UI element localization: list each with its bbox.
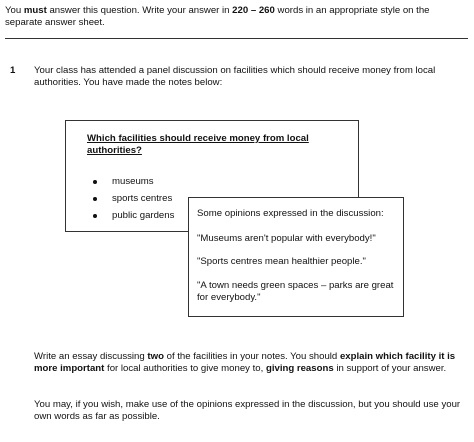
advice-text: You may, if you wish, make use of the opinions expressed in the discussion, but you should use your own words as far as possible.	[34, 399, 461, 422]
opinions-heading: Some opinions expressed in the discussion:	[197, 208, 384, 219]
notes-title: Which facilities should receive money from local authorities?	[87, 133, 309, 156]
instructions-text-2: answer this question. Write your answer in	[46, 5, 233, 16]
instructions-text-3: words in an appropriate style on the separate answer sheet.	[5, 5, 430, 28]
divider	[5, 38, 468, 39]
notes-item-label: museums	[112, 176, 154, 187]
task-emphasis-reasons: giving reasons	[265, 362, 334, 374]
notes-item	[84, 193, 174, 210]
task-emphasis-explain: explain which facility it is more important	[34, 351, 456, 374]
opinion-quote: "Museums aren't popular with everybody!"	[197, 233, 376, 244]
opinion-quote: "A town needs green spaces – parks are great for everybody."	[197, 280, 394, 303]
question-number: 1	[10, 65, 16, 76]
instructions-word-count: 220 – 260	[232, 5, 275, 16]
bullet-icon	[93, 214, 97, 218]
task-text-1: Write an essay discussing	[34, 351, 148, 362]
notes-item-label: sports centres	[112, 193, 173, 204]
task-text-4: in support of your answer.	[333, 362, 447, 374]
question-text: Your class has attended a panel discussion on facilities which should receive money from local authorities. You have made the notes below:	[34, 65, 436, 88]
instructions-emphasis-must: must	[23, 5, 47, 16]
instructions	[5, 5, 460, 28]
notes-list	[84, 176, 174, 227]
bullet-icon	[93, 180, 97, 184]
instructions-text-1: You	[5, 5, 24, 16]
task-text-2: of the facilities in your notes. You should	[163, 351, 340, 362]
task-text-3: for local authorities to give money to,	[104, 362, 266, 374]
notes-item-label: public gardens	[112, 210, 175, 221]
opinions-box	[188, 197, 404, 317]
notes-item	[84, 210, 174, 227]
bullet-icon	[93, 197, 97, 201]
opinion-quote: "Sports centres mean healthier people."	[197, 256, 366, 267]
task-emphasis-two: two	[147, 351, 164, 362]
notes-item	[84, 176, 174, 193]
task-instructions	[34, 351, 464, 374]
